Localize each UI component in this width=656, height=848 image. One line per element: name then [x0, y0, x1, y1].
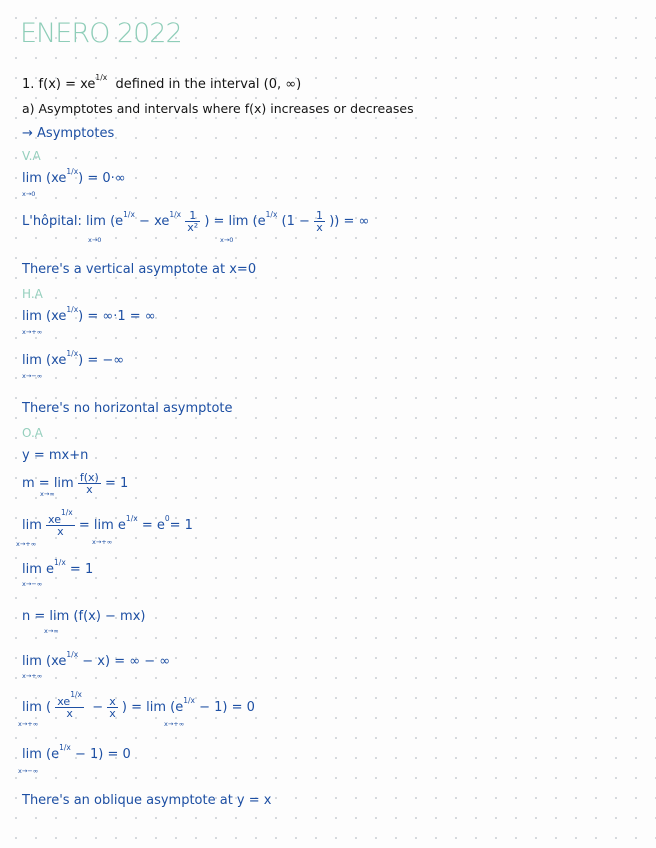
oa-conclusion: There's an oblique asymptote at y = x — [22, 793, 272, 808]
oa-m-line — [22, 472, 128, 495]
oa-line-equation: y = mx+n — [22, 448, 89, 463]
oa-lim5-pre: lim (xe — [22, 654, 67, 669]
oa-lim7-pre: lim (e — [22, 747, 60, 762]
ha-lim1-pre: lim (xe — [22, 309, 67, 324]
ha-label: H.A — [22, 287, 43, 301]
ha-limit-1 — [22, 305, 156, 324]
va-conclusion: There's a vertical asymptote at x=0 — [22, 262, 257, 277]
oa-lim4-exp: 1/x — [54, 558, 66, 567]
problem-number: 1. — [22, 77, 35, 92]
lhopital-frac-2 — [314, 210, 325, 233]
lhopital-mid2: ) = lim (e — [204, 214, 266, 229]
oa-lim5-exp: 1/x — [66, 650, 79, 659]
oa-lim3-sub-1: x→+∞ — [16, 540, 37, 548]
oa-label: O.A — [22, 426, 43, 440]
lhopital-mid: − xe — [134, 214, 170, 229]
oa-limit-7 — [22, 743, 131, 762]
oa-limit-4 — [22, 558, 94, 577]
oa-lim6-post: − 1) = 0 — [199, 700, 255, 715]
oa-m-frac-nu: f(x) — [79, 471, 99, 484]
va-lim1-pre: lim (xe — [22, 171, 67, 186]
ha-lim1-post: ) = ∞·1 = ∞ — [78, 309, 156, 324]
va-lim1-exp: 1/x — [66, 167, 79, 176]
oa-lim7-exp: 1/x — [59, 743, 71, 752]
ha-limit-2 — [22, 349, 125, 368]
lhopital-pre: L'hôpital: lim (e — [22, 214, 124, 229]
oa-lim6-frac-2 — [107, 696, 118, 719]
ha-lim2-exp: 1/x — [66, 349, 79, 358]
oa-lim5-sub: x→+∞ — [22, 672, 43, 680]
oa-lim3-exp2: 0 — [164, 514, 170, 523]
oa-lim6-frac-1-nu-text: xe — [57, 695, 71, 708]
oa-lim6-frac-2-de: x — [109, 707, 116, 720]
lhopital-e3: 1/x — [265, 210, 278, 219]
ha-lim2-post: ) = −∞ — [78, 353, 125, 368]
lhopital-frac-1-nu: 1 — [185, 210, 200, 222]
oa-limit-6 — [22, 690, 255, 720]
oa-lim6-minus: − — [92, 700, 104, 715]
ha-lim2-pre: lim (xe — [22, 353, 67, 368]
oa-lim6-exp: 1/x — [183, 696, 195, 705]
part-a-statement: a) Asymptotes and intervals where f(x) increases or decreases — [22, 101, 414, 116]
lhopital-frac-1-de: x² — [187, 221, 199, 234]
function-domain: defined in the interval (0, ∞) — [115, 77, 302, 92]
oa-lim3-frac-exp: 1/x — [60, 508, 73, 517]
oa-lim4-sub: x→−∞ — [22, 580, 43, 588]
oa-lim5-post: − x) = ∞ − ∞ — [82, 654, 171, 669]
oa-lim7-sub: x→−∞ — [18, 767, 39, 775]
problem-statement — [22, 73, 302, 92]
oa-limit-3 — [22, 508, 193, 538]
function-def: f(x) = xe — [38, 77, 96, 92]
lhopital-tail-pre: (1 − — [281, 214, 310, 229]
oa-lim3-exp: 1/x — [125, 514, 138, 523]
oa-lim3-mid: = lim e — [78, 518, 126, 533]
lhopital-sub-1: x→0 — [88, 236, 102, 244]
oa-lim3-post2: = 1 — [169, 518, 193, 533]
lhopital-e1: 1/x — [123, 210, 135, 219]
va-lim1-sub: x→0 — [22, 190, 36, 198]
lhopital-tail: )) = ∞ — [329, 214, 370, 229]
oa-m-frac-de: x — [86, 483, 93, 496]
oa-lim4-pre: lim e — [22, 562, 55, 577]
oa-lim3-post: = e — [141, 518, 165, 533]
oa-lim6-frac-1-exp: 1/x — [70, 690, 82, 699]
ha-lim2-sub: x→−∞ — [22, 372, 43, 380]
ha-lim1-exp: 1/x — [66, 305, 79, 314]
oa-lim6-frac-1-de: x — [66, 707, 73, 720]
oa-lim6-frac-1 — [55, 690, 84, 720]
oa-lim6-sub-1: x→+∞ — [18, 720, 39, 728]
va-lim1-post: ) = 0·∞ — [78, 171, 126, 186]
oa-lim3-frac — [46, 508, 75, 538]
oa-lim6-sub-2: x→+∞ — [164, 720, 185, 728]
ha-conclusion: There's no horizontal asymptote — [22, 401, 233, 416]
lhopital-frac-2-nu: 1 — [316, 209, 324, 222]
oa-m-post: = 1 — [104, 476, 129, 491]
va-label: V.A — [22, 149, 41, 163]
ha-lim1-sub: x→+∞ — [22, 328, 43, 336]
lhopital-line — [22, 210, 369, 233]
oa-lim7-post: − 1) = 0 — [74, 747, 131, 762]
lhopital-frac-2-de: x — [316, 221, 323, 234]
lhopital-frac-1 — [185, 210, 200, 233]
va-limit-1 — [22, 167, 126, 186]
oa-lim3-sub-2: x→+∞ — [92, 538, 113, 546]
oa-m-pre: m = lim — [22, 476, 74, 491]
oa-lim4-post: = 1 — [69, 562, 94, 577]
oa-n-sub: x→∞ — [44, 627, 59, 635]
page-title: ENERO 2022 — [20, 18, 182, 49]
lhopital-e2: 1/x — [169, 210, 182, 219]
oa-lim3-pre: lim — [22, 518, 42, 533]
oa-n-line: n = lim (f(x) − mx) — [22, 609, 146, 624]
oa-lim6-mid: ) = lim (e — [121, 700, 184, 715]
lhopital-sub-2: x→0 — [220, 236, 234, 244]
function-exp: 1/x — [95, 73, 108, 82]
oa-m-sub: x→∞ — [40, 490, 55, 498]
oa-lim3-frac-de: x — [57, 525, 64, 538]
oa-limit-5 — [22, 650, 171, 669]
oa-lim6-frac-2-nu: x — [109, 695, 116, 708]
oa-lim3-frac-nu-text: xe — [48, 513, 61, 526]
asymptotes-heading: → Asymptotes — [22, 126, 115, 141]
oa-m-frac — [78, 472, 101, 495]
oa-lim6-pre: lim ( — [22, 700, 52, 715]
